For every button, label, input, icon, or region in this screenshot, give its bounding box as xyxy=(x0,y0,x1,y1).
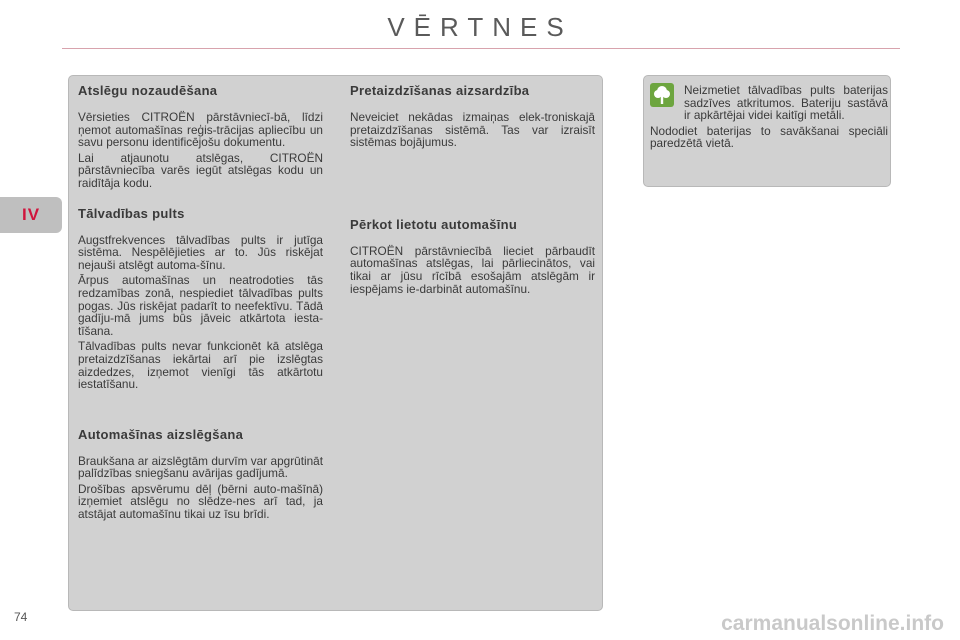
remote-control-paragraph-2: Ārpus automašīnas un neatrodoties tās redzamības zonā, nespiediet tālvadības pults pogas. Jūs riskējat padarīt to neefektīvu. Tādā gadīju-mā jums būs jāveic atkārtota iesta-tīšana. xyxy=(78,273,323,338)
anti-theft-paragraph-1: Neveiciet nekādas izmaiņas elek-troniskajā pretaizdzīšanas sistēmā. Tas var izraisīt sistēmas bojājumus. xyxy=(350,110,595,150)
eco-note-paragraph-1: Neizmetiet tālvadības pults baterijas sadzīves atkritumos. Bateriju sastāvā ir apkārtējai videi kaitīgi metāli. xyxy=(684,83,888,123)
key-replacement-paragraph-1: Vērsieties CITROËN pārstāvniecī-bā, līdzi ņemot automašīnas reģis-trācijas apliecību un savu personu identificējošu dokumentu. xyxy=(78,110,323,150)
main-info-panel xyxy=(68,75,603,611)
remote-control-paragraph-3: Tālvadības pults nevar funkcionēt kā atslēga pretaizdzīšanas iekārtai arī pie izslēgtas aizdedzes, izņemot vienīgi tās atkārtotu iestatīšanu. xyxy=(78,339,323,392)
vehicle-locking-paragraph-1: Braukšana ar aizslēgtām durvīm var apgrūtināt palīdzības sniegšanu avārijas gadījumā. xyxy=(78,453,323,481)
used-car-paragraph-1: CITROËN pārstāvniecībā lieciet pārbaudīt automašīnas atslēgas, lai pārliecinātos, vai tikai ar jūsu rīcībā esošajām atslēgām ir iespējams ie-darbināt automašīnu. xyxy=(350,243,595,296)
key-replacement-paragraph-2: Lai atjaunotu atslēgas, CITROËN pārstāvniecība varēs iegūt atslēgas kodu un raidītāja kodu. xyxy=(78,150,323,190)
chapter-tab xyxy=(0,197,62,233)
title-divider xyxy=(62,48,900,49)
eco-note-content xyxy=(650,84,888,150)
eco-note-paragraph-2: Nododiet baterijas to savākšanai speciāli paredzētā vietā. xyxy=(650,123,888,151)
eco-note-panel xyxy=(643,75,891,187)
page-number: 74 xyxy=(14,610,28,624)
section-heading-used-car: Pērkot lietotu automašīnu xyxy=(350,216,518,232)
section-heading-anti-theft: Pretaizdzīšanas aizsardzība xyxy=(350,83,530,98)
left-column xyxy=(78,83,323,521)
section-heading-remote-control: Tālvadības pults xyxy=(78,205,185,221)
remote-control-paragraph-1: Augstfrekvences tālvadības pults ir jutīga sistēma. Nespēlējieties ar to. Jūs riskējat nejauši atslēgt automa-šīnu. xyxy=(78,232,323,272)
page-title: VĒRTNES xyxy=(387,12,573,42)
section-heading-key-replacement: Atslēgu nozaudēšana xyxy=(78,83,218,98)
section-heading-vehicle-locking: Automašīnas aizslēgšana xyxy=(78,426,244,442)
chapter-label: IV xyxy=(21,205,41,224)
right-column xyxy=(350,83,595,295)
watermark: carmanualsonline.info xyxy=(721,612,944,635)
vehicle-locking-paragraph-2: Drošības apsvērumu dēļ (bērni auto-mašīnā) izņemiet atslēgu no slēdze-nes arī tad, ja atstājat automašīnu tikai uz īsu brīdi. xyxy=(78,481,323,522)
